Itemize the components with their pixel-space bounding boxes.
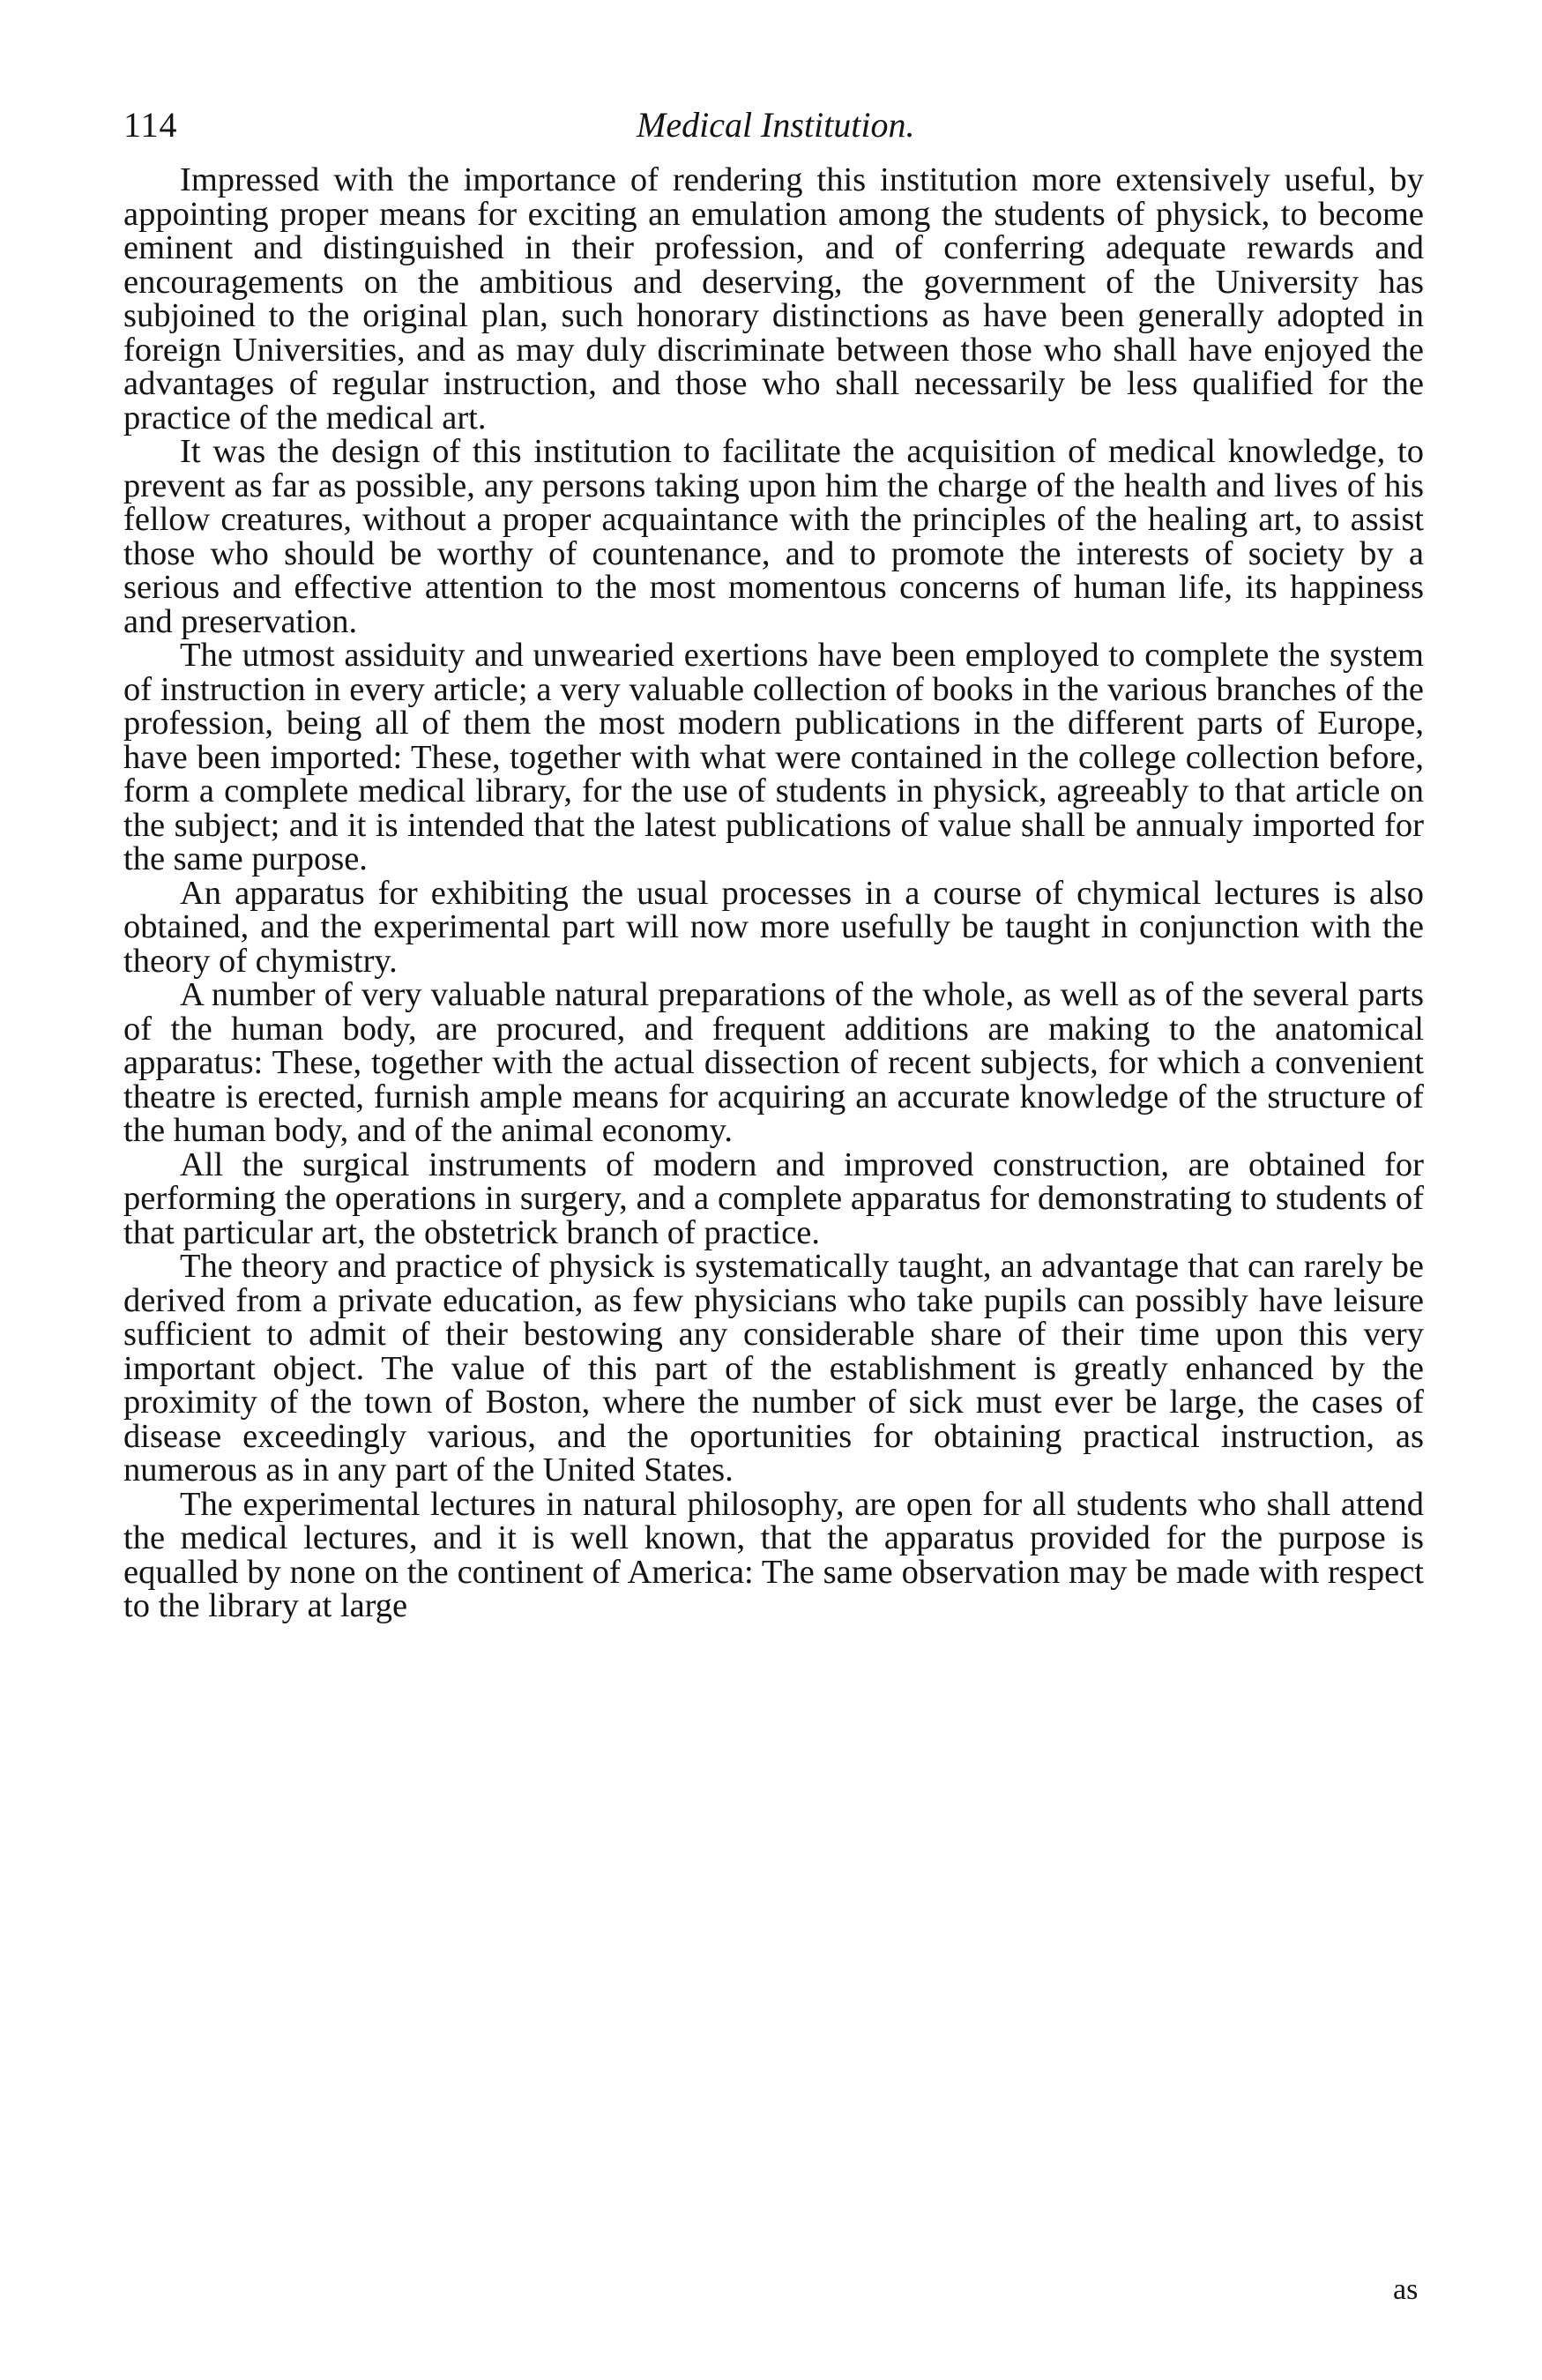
- running-title: Medical Institution.: [637, 105, 915, 145]
- paragraph-surgical-instruments: All the surgical instruments of modern and improved construction, are obtained for performing the operations in surgery, and a complete apparatus for demonstrating to students of that particular art, the obstetrick branch of practice.: [123, 1145, 1424, 1251]
- paragraph-theory-and-practice: The theory and practice of physick is systematically taught, an advantage that can rarely be derived from a private education, as few physicians who take pupils can possibly have leisure sufficient to admit of their bestowing any considerable share of their time upon this very important object. The value of this part of the establishment is greatly enhanced by the proximity of the town of Boston, where the number of sick must ever be large, the cases of disease exceedingly various, and the oportunities for obtaining practical instruction, as numerous as in any part of the United States.: [123, 1248, 1424, 1488]
- paragraph-honorary-distinctions: Impressed with the importance of rendering this institution more extensively useful, by appointing proper means for exciting an emulation among the students of physick, to become eminent and distinguished in their profession, and of conferring adequate rewards and encouragements on the ambitious and deserving, the government of the University has subjoined to the original plan, such honorary distinctions as have been generally adopted in foreign Universities, and as may duly discriminate between those who shall have enjoyed the advantages of regular instruction, and those who shall necessarily be less qualified for the practice of the medical art.: [123, 161, 1424, 436]
- paragraph-design-of-institution: It was the design of this institution to facilitate the acquisition of medical knowledge, to prevent as far as possible, any persons taking upon him the charge of the health and lives of his fellow creatures, without a proper acquaintance with the principles of the healing art, to assist those who should be worthy of countenance, and to promote the interests of society by a serious and effective attention to the most momentous concerns of human life, its happiness and preservation.: [123, 433, 1424, 640]
- body-text: [123, 163, 1424, 1623]
- paragraph-natural-philosophy: The experimental lectures in natural philosophy, are open for all students who shall attend the medical lectures, and it is well known, that the apparatus provided for the purpose is equalled by none on the continent of America: The same observation may be made with respect to the library at large: [123, 1485, 1424, 1624]
- catchword: as: [1393, 2273, 1419, 2306]
- running-head: [123, 104, 1446, 157]
- paragraph-medical-library: The utmost assiduity and unwearied exertions have been employed to complete the system of instruction in every article; a very valuable collection of books in the various branches of the profession, being all of them the most modern publications in the different parts of Europe, have been imported: These, together with what were contained in the college collection before, form a complete medical library, for the use of students in physick, agreeably to that article on the subject; and it is intended that the latest publications of value shall be annualy imported for the same purpose.: [123, 637, 1424, 877]
- paragraph-chymical-apparatus: An apparatus for exhibiting the usual processes in a course of chymical lectures is also obtained, and the experimental part will now more usefully be taught in conjunction with the theory of chymistry.: [123, 874, 1424, 980]
- page-number: 114: [123, 105, 178, 145]
- paragraph-anatomical-preparations: A number of very valuable natural preparations of the whole, as well as of the several parts of the human body, are procured, and frequent additions are making to the anatomical apparatus: These, together with the actual dissection of recent subjects, for which a convenient theatre is erected, furnish ample means for acquiring an accurate knowledge of the structure of the human body, and of the animal economy.: [123, 976, 1424, 1149]
